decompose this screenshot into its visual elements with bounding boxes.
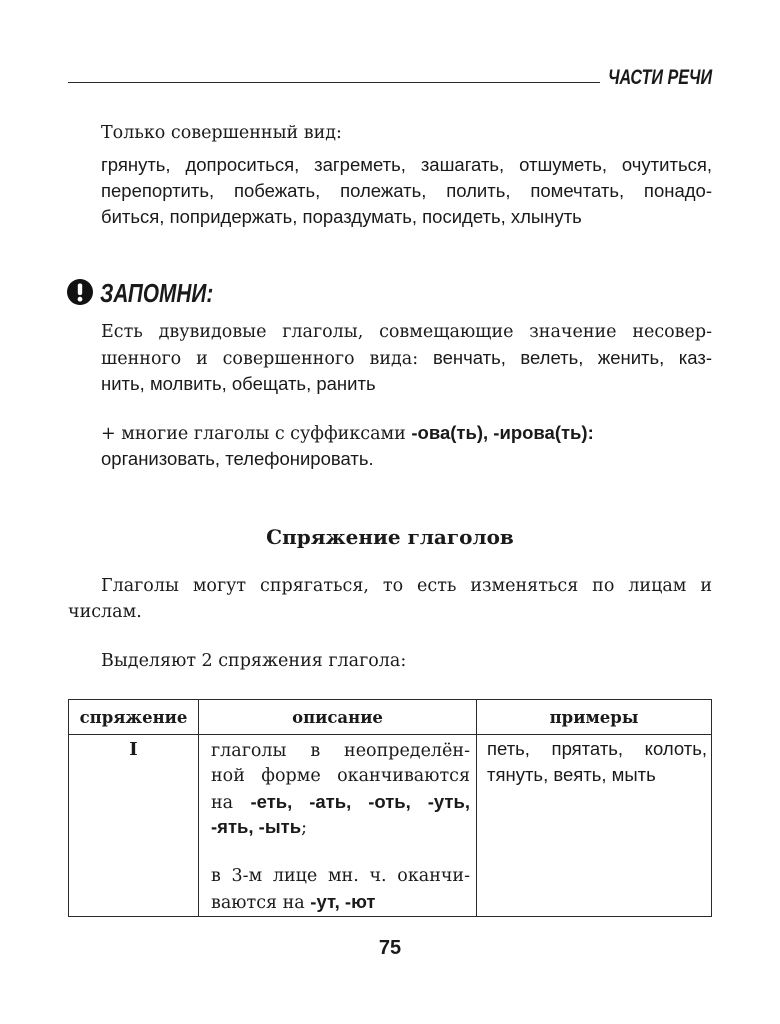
- perfective-example-line-1: грянуть, допроситься, загреметь, зашагать, отшуметь, очутиться,: [101, 154, 712, 175]
- examples-line: тянуть, веять, мыть: [487, 764, 656, 785]
- remember-line-3: [101, 371, 712, 397]
- header-rule: [68, 82, 600, 83]
- perfective-example-line-2: перепортить, побежать, полежать, полить, помечтать, понадо-: [101, 180, 712, 201]
- table-cell-examples: [477, 735, 711, 916]
- remember-examples: нить, молвить, обещать, ранить: [101, 373, 376, 394]
- suffix-note: [101, 420, 712, 472]
- running-head: ЧАСТИ РЕЧИ: [607, 66, 712, 89]
- description-line: [211, 764, 470, 789]
- table-cell-conjugation: [69, 735, 199, 916]
- section-heading: Спряжение глаголов: [266, 525, 514, 549]
- remember-examples: венчать, велеть, женить, каз-: [432, 347, 712, 368]
- remember-text: Есть двувидовые глаголы, совмещающие значение несовер-: [101, 322, 712, 342]
- description-line: [211, 864, 470, 889]
- description-punctuation: ;: [301, 818, 307, 838]
- exclamation-circle-icon: [67, 279, 93, 305]
- description-text: глаголы в неопределён-: [211, 741, 470, 761]
- table-header-examples: примеры: [477, 700, 711, 735]
- conjugation-table: [68, 699, 712, 917]
- description-line: [211, 814, 470, 839]
- table-lead: Выделяют 2 спряжения глагола:: [101, 651, 407, 671]
- description-text: в 3-м лице мн. ч. оканчи-: [211, 866, 470, 886]
- suffix-list: -ова(ть), -ирова(ть):: [411, 422, 594, 443]
- infinitive-endings: -еть, -ать, -оть, -уть,: [250, 791, 470, 812]
- suffix-line-1: [101, 420, 712, 446]
- remember-text: шенного и совершенного вида:: [101, 349, 419, 369]
- description-spacer: [211, 839, 470, 864]
- description-line: [211, 889, 470, 914]
- remember-line-2: [101, 345, 712, 371]
- intro-line-1: Глаголы могут спрягаться, то есть изменяться по лицам и: [101, 576, 712, 596]
- table-header-description: описание: [199, 700, 477, 735]
- conjugation-number: I: [129, 739, 138, 760]
- remember-title: ЗАПОМНИ:: [100, 278, 214, 308]
- description-line: [211, 739, 470, 764]
- remember-line-1: [101, 319, 712, 345]
- perfective-label: Только совершенный вид:: [101, 123, 342, 143]
- suffix-line-2: [101, 446, 712, 472]
- remember-paragraph: [101, 319, 712, 397]
- description-text: ной форме оканчиваются: [211, 766, 470, 786]
- suffix-intro: + многие глаголы с суффиксами: [101, 424, 406, 444]
- plural-endings: -ут, -ют: [310, 891, 376, 912]
- suffix-examples: организовать, телефонировать.: [101, 448, 374, 469]
- description-line: [211, 789, 470, 814]
- description-text: на: [211, 793, 234, 813]
- perfective-example-line-3: биться, попридержать, пораздумать, посидеть, хлынуть: [101, 206, 582, 227]
- table-cell-description: [199, 735, 477, 916]
- examples-line: петь, прятать, колоть,: [487, 738, 707, 759]
- description-text: ваются на: [211, 893, 305, 913]
- table-header-conjugation: спряжение: [69, 700, 199, 735]
- perfective-examples: [101, 152, 712, 230]
- infinitive-endings: -ять, -ыть: [211, 816, 302, 837]
- page-number: 75: [378, 937, 402, 959]
- intro-line-2: числам.: [68, 602, 142, 622]
